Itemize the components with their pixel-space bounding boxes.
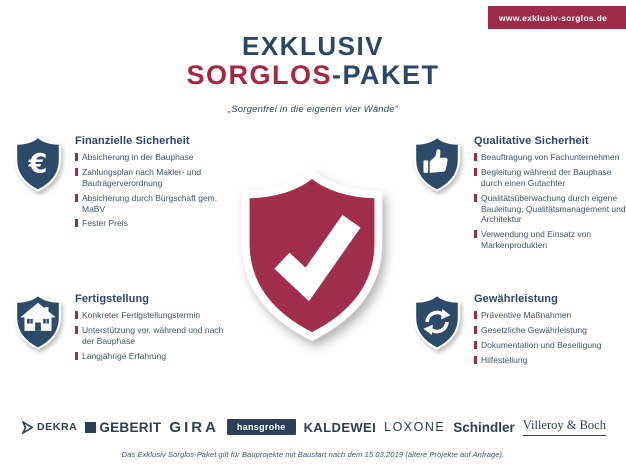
section-fertigstellung <box>12 292 235 366</box>
geberit-square-icon <box>85 422 96 433</box>
bullet-marker <box>474 168 477 176</box>
list-item <box>474 310 626 321</box>
list-item-text: Hilfestellung <box>481 354 528 365</box>
section-text <box>75 292 235 366</box>
list-item <box>474 229 626 251</box>
list-item <box>75 218 235 229</box>
logo-text: KALDEWEI <box>303 419 377 435</box>
list-item-text: Absicherung in der Bauphase <box>82 152 194 162</box>
list-item <box>75 351 235 362</box>
list-item-text: Zahlungsplan nach Makler- und Bauträgerverordnung <box>82 166 202 188</box>
list-item-text: Langjährige Erfahrung <box>82 350 167 361</box>
header <box>0 33 626 115</box>
section-list <box>75 152 235 229</box>
bullet-marker <box>474 356 477 364</box>
thumbs-up-shield-icon <box>411 134 463 194</box>
bullet-marker <box>75 326 78 334</box>
list-item <box>474 167 626 189</box>
list-item <box>75 167 235 189</box>
house-shield-icon <box>12 292 64 352</box>
dekra-arrow-icon <box>22 421 33 434</box>
list-item-text: Absicherung durch Bürgschaft gem. MaBV <box>82 192 218 214</box>
list-item-text: Begleitung während der Bauphase durch einen Gutachter <box>481 166 612 188</box>
logo-loxone <box>384 420 445 434</box>
section-qualitative-sicherheit <box>411 134 626 255</box>
website-banner[interactable] <box>488 6 626 29</box>
section-text <box>474 134 626 255</box>
list-item-text: Beauftragung von Fachunternehmen <box>481 152 620 162</box>
bullet-marker <box>75 219 78 227</box>
list-item-text: Gesetzliche Gewährleistung <box>481 324 587 335</box>
bullet-marker <box>474 326 477 334</box>
bullet-marker <box>75 311 78 319</box>
list-item <box>474 325 626 336</box>
section-title: Qualitative Sicherheit <box>474 135 589 147</box>
logo-text: hansgrohe <box>236 422 286 432</box>
logo-text: GIRA <box>169 418 219 436</box>
list-item <box>474 340 626 351</box>
title-line2 <box>0 61 626 89</box>
list-item-text: Verwendung und Einsatz von Markenprodukten <box>481 229 592 251</box>
bullet-marker <box>75 168 78 176</box>
logo-geberit <box>85 420 161 435</box>
partner-logos <box>22 413 606 441</box>
logo-kaldewei <box>304 420 377 435</box>
list-item-text: Unterstützung vor, während und nach der Bauphase <box>82 324 224 346</box>
section-title: Fertigstellung <box>75 293 150 305</box>
checkmark-shield-icon <box>233 169 391 343</box>
list-item-text: Qualitätsüberwachung durch eigene Bauleitung, Qualitätsmanagement und Architektur <box>481 192 626 225</box>
section-list <box>474 152 626 251</box>
list-item <box>474 193 626 226</box>
logo-text: Villeroy & Boch <box>522 418 606 432</box>
bullet-marker <box>474 230 477 238</box>
section-list <box>75 310 235 362</box>
bullet-marker <box>474 311 477 319</box>
list-item <box>75 310 235 321</box>
list-item <box>75 325 235 347</box>
list-item <box>75 193 235 215</box>
logo-text: Schindler <box>453 419 515 435</box>
svg-text:€: € <box>28 148 48 180</box>
bullet-marker <box>75 153 78 161</box>
section-finanzielle-sicherheit <box>12 134 235 233</box>
section-text <box>75 134 235 233</box>
section-text <box>474 292 626 370</box>
logo-villeroy-boch <box>523 418 606 436</box>
logo-text: GEBERIT <box>99 419 162 435</box>
logo-dekra <box>22 421 77 434</box>
title-line1: EXKLUSIV <box>241 31 385 61</box>
title-word-paket: -PAKET <box>332 60 440 90</box>
list-item-text: Konkreter Fertigstellungstermin <box>82 310 201 320</box>
logo-text: LOXONE <box>384 420 446 434</box>
euro-shield-icon <box>12 134 64 194</box>
section-gewaehrleistung <box>411 292 626 370</box>
footer-note: Das Exklusiv Sorglos-Paket gilt für Bauprojekte mit Baustart nach dem 15.03.2019 (ältere Projekte auf Anfrage). <box>121 450 505 459</box>
section-title: Gewährleistung <box>474 293 558 305</box>
list-item-text: Präventive Maßnahmen <box>481 310 572 320</box>
bullet-marker <box>474 194 477 202</box>
list-item <box>474 152 626 163</box>
list-item-text: Dokumentation und Beseitigung <box>481 339 602 350</box>
subtitle: „Sorgenfrei in die eigenen vier Wände“ <box>227 104 399 116</box>
bullet-marker <box>75 194 78 202</box>
title-word-sorglos: SORGLOS <box>186 60 332 90</box>
list-item <box>75 152 235 163</box>
list-item-text: Fester Preis <box>82 218 128 229</box>
logo-gira <box>169 419 219 436</box>
bullet-marker <box>474 153 477 161</box>
logo-text: DEKRA <box>37 421 78 433</box>
website-url: www.exklusiv-sorglos.de <box>499 12 608 23</box>
bullet-marker <box>474 341 477 349</box>
refresh-shield-icon <box>411 292 463 352</box>
list-item <box>474 355 626 366</box>
logo-schindler <box>453 420 515 435</box>
logo-hansgrohe <box>227 419 296 435</box>
bullet-marker <box>75 352 78 360</box>
section-title: Finanzielle Sicherheit <box>75 135 190 147</box>
section-list <box>474 310 626 366</box>
